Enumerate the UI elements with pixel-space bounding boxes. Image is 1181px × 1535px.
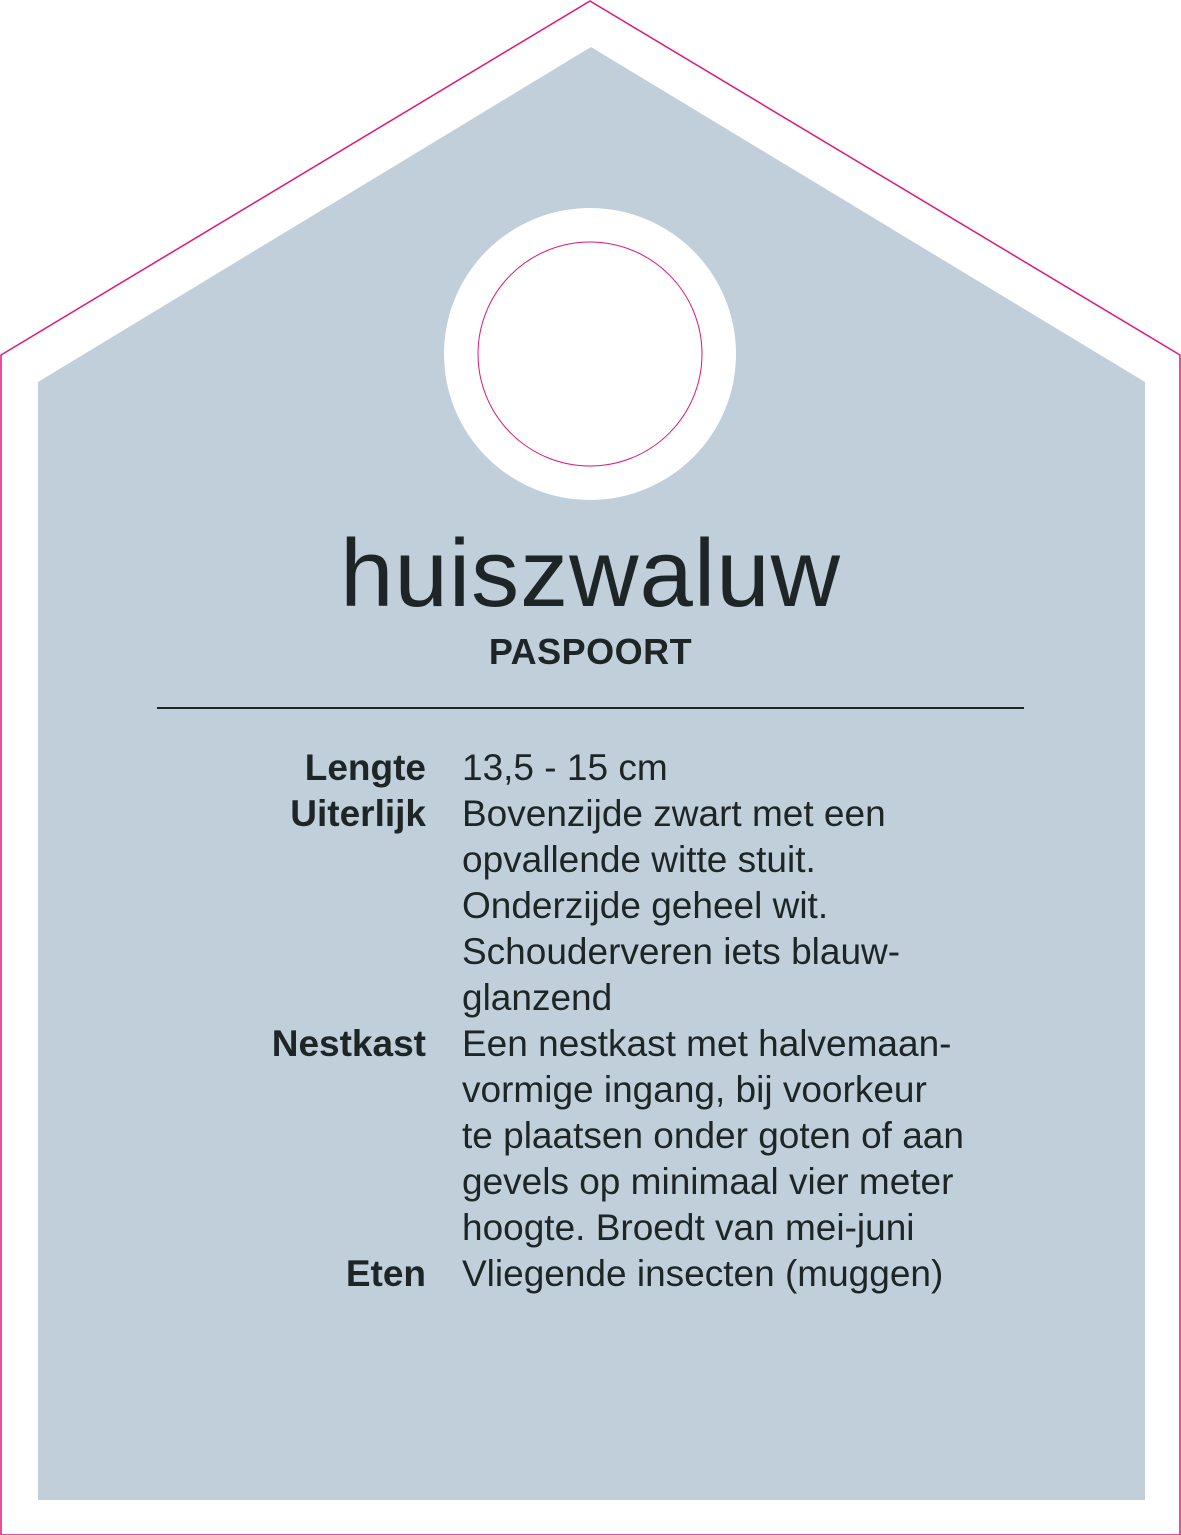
facts-list	[0, 745, 1181, 1297]
fact-value-lengte: 13,5 - 15 cm	[462, 747, 668, 788]
fact-label-eten: Eten	[345, 1253, 426, 1294]
species-title: huiszwaluw	[340, 520, 841, 627]
fact-label-lengte: Lengte	[304, 747, 426, 788]
passport-subtitle: PASPOORT	[488, 631, 693, 672]
fact-row-nestkast	[0, 1021, 1181, 1251]
fact-row-lengte	[0, 745, 1181, 791]
divider	[157, 707, 1024, 709]
fact-row-uiterlijk	[0, 791, 1181, 1021]
fact-row-eten	[0, 1251, 1181, 1297]
fact-value-uiterlijk: Bovenzijde zwart met een opvallende witte stuit. Onderzijde geheel wit. Schouderveren iets blauw- glanzend	[462, 793, 901, 1018]
hang-hole	[444, 208, 736, 500]
fact-label-nestkast: Nestkast	[271, 1023, 426, 1064]
fact-label-uiterlijk: Uiterlijk	[290, 793, 426, 834]
fact-value-eten: Vliegende insecten (muggen)	[462, 1253, 944, 1294]
fact-value-nestkast: Een nestkast met halvemaan- vormige ingang, bij voorkeur te plaatsen onder goten of aan gevels op minimaal vier meter hoogte. Broedt van mei-juni	[462, 1023, 964, 1248]
